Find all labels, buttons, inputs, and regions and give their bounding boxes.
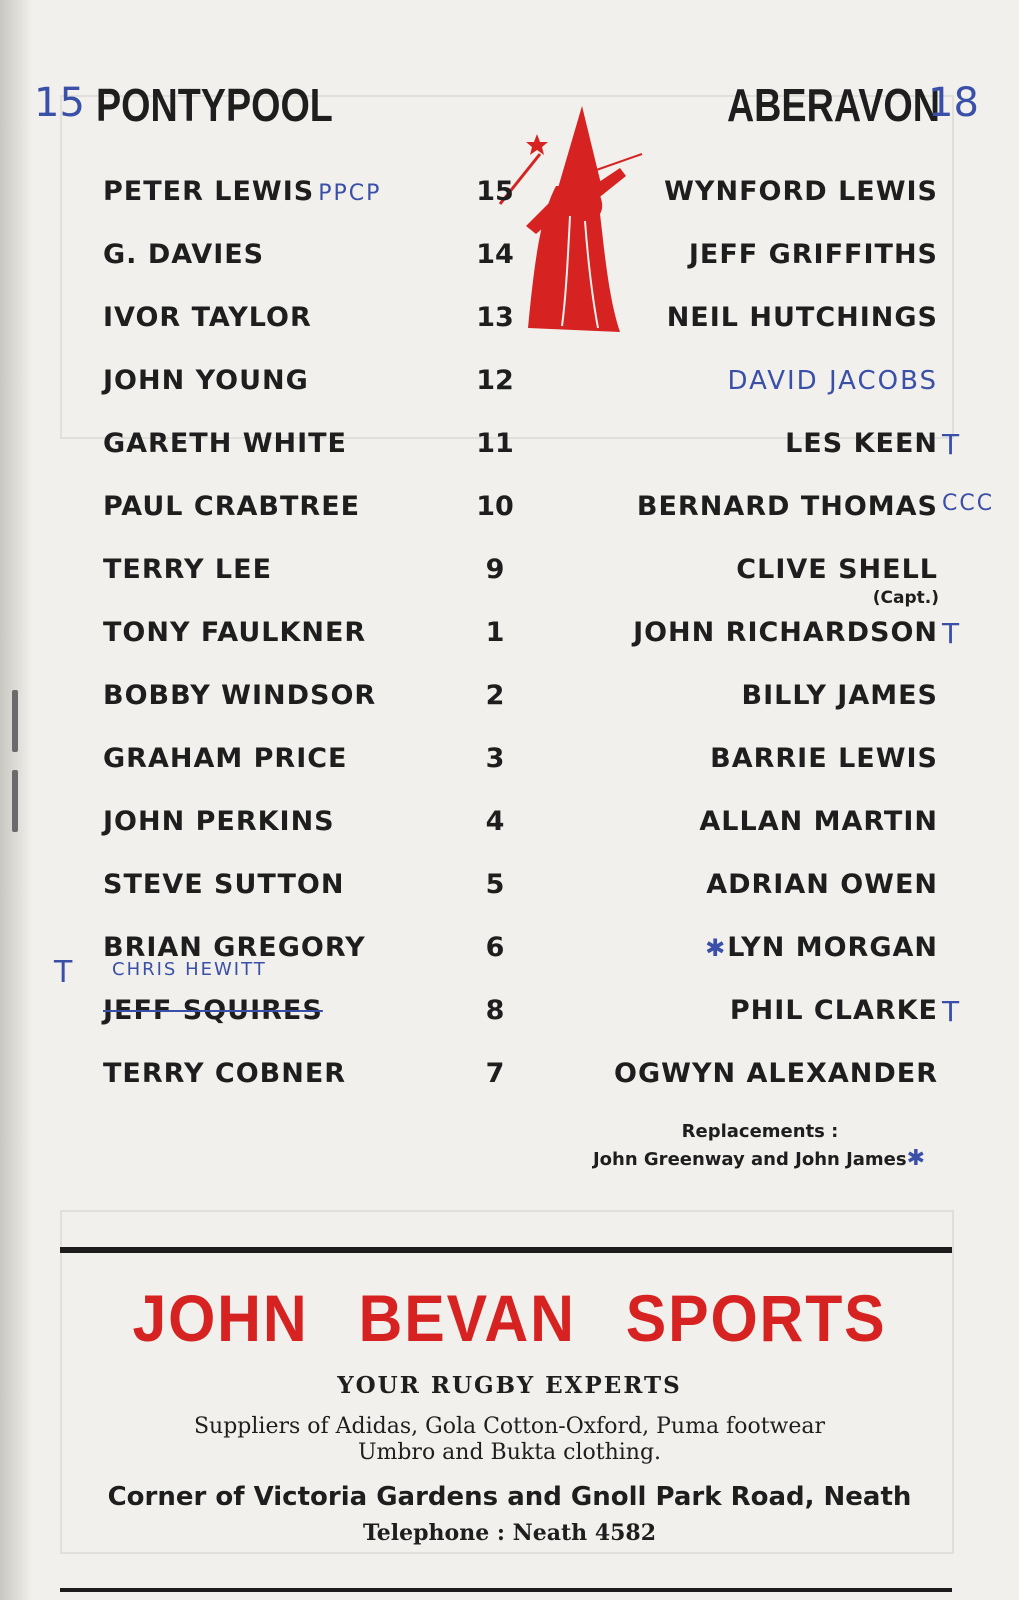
away-player bbox=[520, 176, 938, 207]
away-player bbox=[520, 869, 938, 900]
home-player bbox=[103, 1058, 346, 1089]
home-player-name: BOBBY WINDSOR bbox=[103, 680, 377, 711]
lineup-row bbox=[0, 554, 1019, 608]
home-player-name: TERRY LEE bbox=[103, 554, 273, 585]
home-score-note: 15 bbox=[34, 80, 85, 126]
handwritten-replacement: CHRIS HEWITT bbox=[112, 959, 267, 980]
away-player-name: NEIL HUTCHINGS bbox=[666, 302, 938, 333]
jersey-number: 8 bbox=[485, 995, 505, 1026]
away-player-name: ALLAN MARTIN bbox=[699, 806, 938, 837]
away-player-name: JOHN RICHARDSON bbox=[633, 617, 938, 648]
advert-line: Umbro and Bukta clothing. bbox=[357, 1440, 662, 1465]
lineup-row bbox=[0, 428, 1019, 476]
home-player-name: TERRY COBNER bbox=[103, 1058, 347, 1089]
home-player-name: JOHN YOUNG bbox=[103, 365, 309, 396]
jersey-number: 7 bbox=[485, 1058, 505, 1089]
away-player bbox=[520, 1058, 938, 1089]
home-player-name: PETER LEWIS bbox=[103, 176, 315, 207]
away-player bbox=[520, 806, 938, 837]
asterisk-mark: ✱ bbox=[906, 1146, 928, 1171]
home-player bbox=[103, 995, 323, 1026]
home-player-name: BRIAN GREGORY bbox=[103, 932, 366, 963]
away-player-name: PHIL CLARKE bbox=[729, 995, 938, 1026]
captain-label: (Capt.) bbox=[872, 588, 939, 608]
home-player-name: GRAHAM PRICE bbox=[103, 743, 348, 774]
handwritten-note: T bbox=[942, 995, 962, 1028]
away-player-name: ADRIAN OWEN bbox=[706, 869, 938, 900]
advert-address: Corner of Victoria Gardens and Gnoll Park Road, Neath bbox=[107, 1482, 912, 1512]
divider-rule bbox=[60, 1247, 952, 1253]
jersey-number: 2 bbox=[485, 680, 505, 711]
lineup-row bbox=[0, 955, 1019, 1043]
replacements-names: John Greenway and John James✱ bbox=[592, 1146, 928, 1171]
replacements-block bbox=[560, 1118, 960, 1173]
jersey-number: 3 bbox=[485, 743, 505, 774]
away-player bbox=[520, 617, 938, 648]
home-player-name: JOHN PERKINS bbox=[103, 806, 335, 837]
lineup-row bbox=[0, 491, 1019, 539]
home-player bbox=[103, 617, 366, 648]
home-player-name: PAUL CRABTREE bbox=[103, 491, 361, 522]
home-player bbox=[103, 239, 264, 270]
home-player bbox=[103, 491, 360, 522]
advert-title: JOHN BEVAN SPORTS bbox=[132, 1281, 887, 1355]
jersey-number: 4 bbox=[485, 806, 505, 837]
lineup-row bbox=[0, 806, 1019, 854]
jersey-number: 10 bbox=[476, 491, 514, 522]
home-player bbox=[103, 806, 335, 837]
lineup-row bbox=[0, 365, 1019, 413]
jersey-number: 11 bbox=[476, 428, 514, 459]
asterisk-mark: ✱ bbox=[705, 934, 728, 962]
away-player bbox=[520, 491, 938, 522]
jersey-number: 14 bbox=[476, 239, 514, 270]
away-player-name: OGWYN ALEXANDER bbox=[614, 1058, 938, 1089]
jersey-number: 5 bbox=[485, 869, 505, 900]
away-player-name: WYNFORD LEWIS bbox=[664, 176, 938, 207]
handwritten-note: T bbox=[942, 428, 962, 461]
home-player bbox=[103, 680, 376, 711]
away-player bbox=[520, 302, 938, 333]
away-player-name: JEFF GRIFFITHS bbox=[688, 239, 938, 270]
away-player-name: DAVID JACOBS bbox=[727, 366, 938, 396]
away-player bbox=[520, 932, 938, 963]
away-player bbox=[520, 743, 938, 774]
home-player bbox=[103, 554, 272, 585]
away-player bbox=[520, 995, 938, 1026]
handwritten-note: T bbox=[942, 617, 962, 650]
lineup-row bbox=[0, 176, 1019, 224]
replacements-label: Replacements : bbox=[681, 1121, 839, 1142]
home-player bbox=[103, 743, 348, 774]
handwritten-note: PPCP bbox=[318, 181, 382, 206]
away-score-note: 18 bbox=[928, 80, 979, 126]
away-player-name: LES KEEN bbox=[785, 428, 938, 459]
away-player-name: LYN MORGAN bbox=[727, 932, 938, 963]
home-player-name: STEVE SUTTON bbox=[103, 869, 345, 900]
jersey-number: 9 bbox=[485, 554, 505, 585]
home-player bbox=[103, 365, 309, 396]
away-team-name: ABERAVON bbox=[726, 79, 940, 131]
away-player bbox=[520, 365, 938, 396]
advert-tagline: YOUR RUGBY EXPERTS bbox=[337, 1372, 682, 1399]
away-player-name: BERNARD THOMAS bbox=[636, 491, 938, 522]
handwritten-note: T bbox=[54, 955, 75, 990]
handwritten-note: CCC bbox=[942, 491, 995, 516]
home-player bbox=[103, 176, 381, 207]
lineup-row bbox=[0, 680, 1019, 728]
advert-telephone: Telephone : Neath 4582 bbox=[362, 1520, 657, 1546]
home-player-name: GARETH WHITE bbox=[103, 428, 347, 459]
home-player bbox=[103, 302, 312, 333]
away-player bbox=[520, 554, 938, 585]
lineup-row bbox=[0, 869, 1019, 917]
home-player-name: G. DAVIES bbox=[103, 239, 265, 270]
away-player bbox=[520, 680, 938, 711]
lineup-row bbox=[0, 302, 1019, 350]
away-player-name: CLIVE SHELL bbox=[736, 554, 938, 585]
lineup-row bbox=[0, 617, 1019, 665]
home-player-name: JEFF SQUIRES bbox=[103, 995, 323, 1026]
away-player bbox=[520, 428, 938, 459]
lineup-row bbox=[0, 743, 1019, 791]
home-team-name: PONTYPOOL bbox=[96, 79, 333, 131]
away-player-name: BARRIE LEWIS bbox=[710, 743, 938, 774]
jersey-number: 13 bbox=[476, 302, 514, 333]
home-player-name: TONY FAULKNER bbox=[103, 617, 367, 648]
lineup-row bbox=[0, 1058, 1019, 1106]
away-player-name: BILLY JAMES bbox=[741, 680, 938, 711]
home-player bbox=[103, 869, 344, 900]
lineup-row bbox=[0, 239, 1019, 287]
jersey-number: 1 bbox=[485, 617, 505, 648]
jersey-number: 15 bbox=[476, 176, 514, 207]
away-player bbox=[520, 239, 938, 270]
home-player-name: IVOR TAYLOR bbox=[103, 302, 312, 333]
jersey-number: 6 bbox=[485, 932, 505, 963]
advert-line: Suppliers of Adidas, Gola Cotton-Oxford, Puma footwear bbox=[193, 1414, 826, 1439]
jersey-number: 12 bbox=[476, 365, 514, 396]
divider-rule bbox=[60, 1588, 952, 1592]
home-player bbox=[103, 428, 347, 459]
